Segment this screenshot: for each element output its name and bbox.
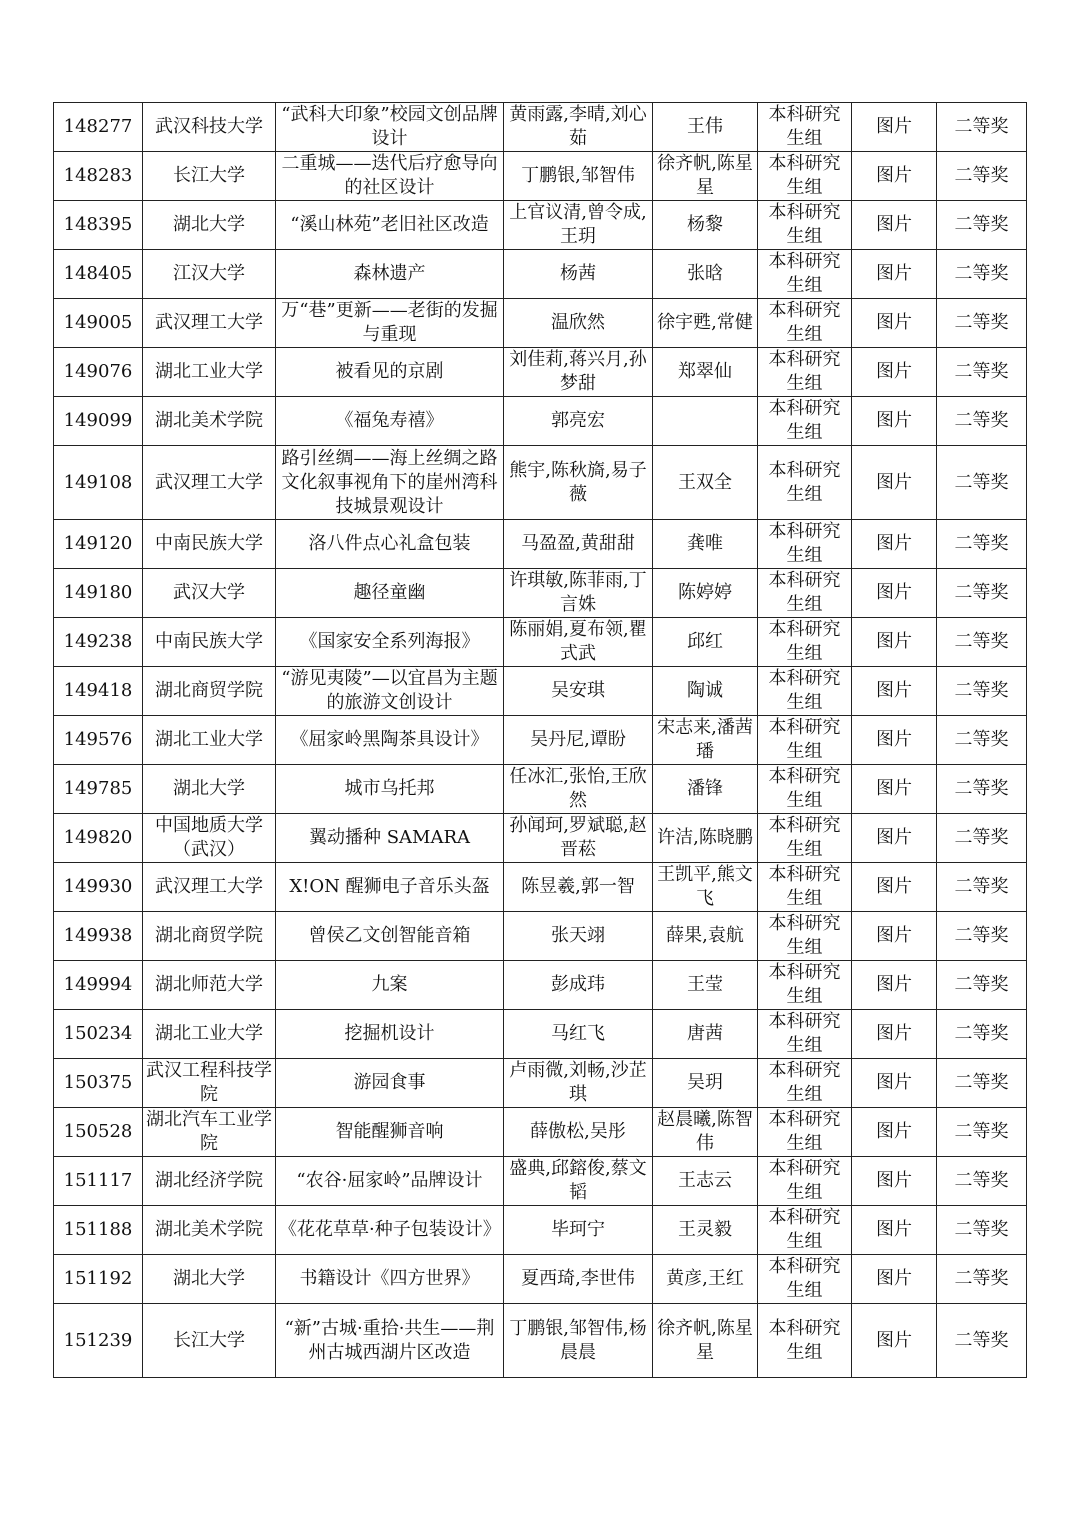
work-type-cell: 图片 (852, 446, 937, 520)
advisor-cell (653, 397, 758, 446)
work-type-cell: 图片 (852, 765, 937, 814)
work-title-cell: 森林遗产 (276, 250, 504, 299)
school-cell: 长江大学 (143, 1304, 276, 1378)
table-row (54, 912, 1027, 961)
authors-cell: 孙闻珂,罗斌聪,赵晋菘 (504, 814, 653, 863)
school-cell: 湖北商贸学院 (143, 912, 276, 961)
school-cell: 武汉理工大学 (143, 863, 276, 912)
school-cell: 湖北大学 (143, 201, 276, 250)
school-cell: 湖北工业大学 (143, 348, 276, 397)
award-cell: 二等奖 (937, 1304, 1027, 1378)
work-title-cell: 《国家安全系列海报》 (276, 618, 504, 667)
school-cell: 湖北经济学院 (143, 1157, 276, 1206)
table-row (54, 569, 1027, 618)
group-cell: 本科研究生组 (758, 1059, 852, 1108)
work-title-cell: “新”古城·重拾·共生——荆州古城西湖片区改造 (276, 1304, 504, 1378)
authors-cell: 毕珂宁 (504, 1206, 653, 1255)
work-title-cell: 二重城——迭代后疗愈导向的社区设计 (276, 152, 504, 201)
table-row (54, 520, 1027, 569)
authors-cell: 夏西琦,李世伟 (504, 1255, 653, 1304)
work-type-cell: 图片 (852, 1157, 937, 1206)
award-cell: 二等奖 (937, 520, 1027, 569)
table-row (54, 1206, 1027, 1255)
work-title-cell: 挖掘机设计 (276, 1010, 504, 1059)
advisor-cell: 徐宇甦,常健 (653, 299, 758, 348)
work-type-cell: 图片 (852, 520, 937, 569)
school-cell: 中南民族大学 (143, 618, 276, 667)
entry-id-cell: 150375 (54, 1059, 143, 1108)
group-cell: 本科研究生组 (758, 250, 852, 299)
entry-id-cell: 151117 (54, 1157, 143, 1206)
award-cell: 二等奖 (937, 348, 1027, 397)
award-cell: 二等奖 (937, 103, 1027, 152)
work-title-cell: 《屈家岭黑陶茶具设计》 (276, 716, 504, 765)
advisor-cell: 潘锋 (653, 765, 758, 814)
group-cell: 本科研究生组 (758, 667, 852, 716)
school-cell: 湖北汽车工业学院 (143, 1108, 276, 1157)
table-row (54, 1304, 1027, 1378)
award-cell: 二等奖 (937, 250, 1027, 299)
award-cell: 二等奖 (937, 1157, 1027, 1206)
authors-cell: 丁鹏银,邹智伟 (504, 152, 653, 201)
work-type-cell: 图片 (852, 250, 937, 299)
authors-cell: 许琪敏,陈菲雨,丁言姝 (504, 569, 653, 618)
work-title-cell: 《花花草草·种子包装设计》 (276, 1206, 504, 1255)
entry-id-cell: 148405 (54, 250, 143, 299)
work-type-cell: 图片 (852, 863, 937, 912)
award-cell: 二等奖 (937, 814, 1027, 863)
award-cell: 二等奖 (937, 1059, 1027, 1108)
advisor-cell: 邱红 (653, 618, 758, 667)
table-row (54, 716, 1027, 765)
table-row (54, 201, 1027, 250)
award-cell: 二等奖 (937, 1108, 1027, 1157)
table-row (54, 1108, 1027, 1157)
award-cell: 二等奖 (937, 1010, 1027, 1059)
entry-id-cell: 149576 (54, 716, 143, 765)
work-title-cell: 《福兔寿禧》 (276, 397, 504, 446)
work-type-cell: 图片 (852, 1206, 937, 1255)
advisor-cell: 王双全 (653, 446, 758, 520)
group-cell: 本科研究生组 (758, 152, 852, 201)
award-cell: 二等奖 (937, 961, 1027, 1010)
authors-cell: 吴丹尼,谭盼 (504, 716, 653, 765)
advisor-cell: 徐齐帆,陈星星 (653, 1304, 758, 1378)
advisor-cell: 王灵毅 (653, 1206, 758, 1255)
award-cell: 二等奖 (937, 863, 1027, 912)
authors-cell: 郭亮宏 (504, 397, 653, 446)
award-cell: 二等奖 (937, 618, 1027, 667)
work-title-cell: 万“巷”更新——老街的发掘与重现 (276, 299, 504, 348)
work-type-cell: 图片 (852, 397, 937, 446)
work-title-cell: 九案 (276, 961, 504, 1010)
entry-id-cell: 149938 (54, 912, 143, 961)
work-title-cell: “农谷·屈家岭”品牌设计 (276, 1157, 504, 1206)
work-title-cell: X!ON 醒狮电子音乐头盔 (276, 863, 504, 912)
entry-id-cell: 151192 (54, 1255, 143, 1304)
school-cell: 湖北工业大学 (143, 1010, 276, 1059)
work-title-cell: 智能醒狮音响 (276, 1108, 504, 1157)
group-cell: 本科研究生组 (758, 1010, 852, 1059)
group-cell: 本科研究生组 (758, 863, 852, 912)
advisor-cell: 陶诚 (653, 667, 758, 716)
work-type-cell: 图片 (852, 814, 937, 863)
school-cell: 湖北商贸学院 (143, 667, 276, 716)
school-cell: 武汉工程科技学院 (143, 1059, 276, 1108)
authors-cell: 陈昱羲,郭一智 (504, 863, 653, 912)
work-type-cell: 图片 (852, 1108, 937, 1157)
school-cell: 湖北大学 (143, 765, 276, 814)
award-cell: 二等奖 (937, 912, 1027, 961)
award-cell: 二等奖 (937, 299, 1027, 348)
school-cell: 武汉大学 (143, 569, 276, 618)
entry-id-cell: 148283 (54, 152, 143, 201)
award-cell: 二等奖 (937, 765, 1027, 814)
advisor-cell: 宋志来,潘茜璠 (653, 716, 758, 765)
entry-id-cell: 149120 (54, 520, 143, 569)
entry-id-cell: 149005 (54, 299, 143, 348)
work-title-cell: 洛八件点心礼盒包装 (276, 520, 504, 569)
table-row (54, 397, 1027, 446)
work-type-cell: 图片 (852, 1304, 937, 1378)
authors-cell: 吴安琪 (504, 667, 653, 716)
group-cell: 本科研究生组 (758, 1206, 852, 1255)
authors-cell: 马盈盈,黄甜甜 (504, 520, 653, 569)
group-cell: 本科研究生组 (758, 765, 852, 814)
work-type-cell: 图片 (852, 1059, 937, 1108)
authors-cell: 卢雨微,刘畅,沙芷琪 (504, 1059, 653, 1108)
table-row (54, 103, 1027, 152)
work-type-cell: 图片 (852, 1010, 937, 1059)
work-title-cell: 书籍设计《四方世界》 (276, 1255, 504, 1304)
entry-id-cell: 149180 (54, 569, 143, 618)
table-row (54, 1059, 1027, 1108)
school-cell: 武汉理工大学 (143, 446, 276, 520)
advisor-cell: 王伟 (653, 103, 758, 152)
advisor-cell: 陈婷婷 (653, 569, 758, 618)
authors-cell: 彭成玮 (504, 961, 653, 1010)
work-title-cell: 游园食事 (276, 1059, 504, 1108)
work-type-cell: 图片 (852, 618, 937, 667)
table-row (54, 1010, 1027, 1059)
authors-cell: 丁鹏银,邹智伟,杨晨晨 (504, 1304, 653, 1378)
table-row (54, 348, 1027, 397)
advisor-cell: 唐茜 (653, 1010, 758, 1059)
advisor-cell: 吴玥 (653, 1059, 758, 1108)
entry-id-cell: 150234 (54, 1010, 143, 1059)
group-cell: 本科研究生组 (758, 618, 852, 667)
school-cell: 湖北美术学院 (143, 397, 276, 446)
work-title-cell: 曾侯乙文创智能音箱 (276, 912, 504, 961)
work-type-cell: 图片 (852, 569, 937, 618)
award-cell: 二等奖 (937, 569, 1027, 618)
advisor-cell: 王志云 (653, 1157, 758, 1206)
group-cell: 本科研究生组 (758, 716, 852, 765)
authors-cell: 陈丽娟,夏布领,瞿式武 (504, 618, 653, 667)
table-row (54, 250, 1027, 299)
award-cell: 二等奖 (937, 716, 1027, 765)
advisor-cell: 杨黎 (653, 201, 758, 250)
school-cell: 长江大学 (143, 152, 276, 201)
authors-cell: 任冰汇,张怡,王欣然 (504, 765, 653, 814)
table-row (54, 618, 1027, 667)
group-cell: 本科研究生组 (758, 397, 852, 446)
group-cell: 本科研究生组 (758, 1304, 852, 1378)
school-cell: 湖北师范大学 (143, 961, 276, 1010)
award-cell: 二等奖 (937, 1206, 1027, 1255)
award-list-table (53, 102, 1027, 1378)
work-type-cell: 图片 (852, 716, 937, 765)
group-cell: 本科研究生组 (758, 1255, 852, 1304)
authors-cell: 薛傲松,吴彤 (504, 1108, 653, 1157)
group-cell: 本科研究生组 (758, 814, 852, 863)
authors-cell: 温欣然 (504, 299, 653, 348)
authors-cell: 杨茜 (504, 250, 653, 299)
award-cell: 二等奖 (937, 446, 1027, 520)
award-cell: 二等奖 (937, 667, 1027, 716)
advisor-cell: 张晗 (653, 250, 758, 299)
table-row (54, 667, 1027, 716)
group-cell: 本科研究生组 (758, 299, 852, 348)
advisor-cell: 王莹 (653, 961, 758, 1010)
table-row (54, 1255, 1027, 1304)
entry-id-cell: 150528 (54, 1108, 143, 1157)
authors-cell: 上官议清,曾令成,王玥 (504, 201, 653, 250)
school-cell: 武汉科技大学 (143, 103, 276, 152)
table-row (54, 1157, 1027, 1206)
group-cell: 本科研究生组 (758, 103, 852, 152)
school-cell: 湖北大学 (143, 1255, 276, 1304)
group-cell: 本科研究生组 (758, 569, 852, 618)
entry-id-cell: 151188 (54, 1206, 143, 1255)
table-body (54, 103, 1027, 1378)
entry-id-cell: 149994 (54, 961, 143, 1010)
work-type-cell: 图片 (852, 201, 937, 250)
award-cell: 二等奖 (937, 1255, 1027, 1304)
work-title-cell: “武科大印象”校园文创品牌设计 (276, 103, 504, 152)
entry-id-cell: 149785 (54, 765, 143, 814)
entry-id-cell: 149930 (54, 863, 143, 912)
group-cell: 本科研究生组 (758, 1108, 852, 1157)
group-cell: 本科研究生组 (758, 912, 852, 961)
authors-cell: 熊宇,陈秋旖,易子薇 (504, 446, 653, 520)
award-cell: 二等奖 (937, 201, 1027, 250)
work-type-cell: 图片 (852, 961, 937, 1010)
group-cell: 本科研究生组 (758, 201, 852, 250)
school-cell: 湖北工业大学 (143, 716, 276, 765)
entry-id-cell: 149820 (54, 814, 143, 863)
work-title-cell: 趣径童幽 (276, 569, 504, 618)
entry-id-cell: 149099 (54, 397, 143, 446)
work-type-cell: 图片 (852, 667, 937, 716)
authors-cell: 张天翊 (504, 912, 653, 961)
table-row (54, 765, 1027, 814)
work-type-cell: 图片 (852, 348, 937, 397)
work-type-cell: 图片 (852, 912, 937, 961)
work-title-cell: 被看见的京剧 (276, 348, 504, 397)
entry-id-cell: 149418 (54, 667, 143, 716)
school-cell: 湖北美术学院 (143, 1206, 276, 1255)
advisor-cell: 黄彦,王红 (653, 1255, 758, 1304)
group-cell: 本科研究生组 (758, 1157, 852, 1206)
advisor-cell: 赵晨曦,陈智伟 (653, 1108, 758, 1157)
entry-id-cell: 149238 (54, 618, 143, 667)
work-title-cell: 翼动播种 SAMARA (276, 814, 504, 863)
award-cell: 二等奖 (937, 152, 1027, 201)
school-cell: 中国地质大学（武汉） (143, 814, 276, 863)
authors-cell: 马红飞 (504, 1010, 653, 1059)
work-title-cell: “游见夷陵”—以宜昌为主题的旅游文创设计 (276, 667, 504, 716)
work-type-cell: 图片 (852, 1255, 937, 1304)
entry-id-cell: 148395 (54, 201, 143, 250)
school-cell: 中南民族大学 (143, 520, 276, 569)
work-title-cell: 路引丝绸——海上丝绸之路文化叙事视角下的崖州湾科技城景观设计 (276, 446, 504, 520)
work-type-cell: 图片 (852, 152, 937, 201)
table-row (54, 961, 1027, 1010)
authors-cell: 盛典,邱鎔俊,蔡文韬 (504, 1157, 653, 1206)
advisor-cell: 郑翠仙 (653, 348, 758, 397)
work-title-cell: “溪山林苑”老旧社区改造 (276, 201, 504, 250)
advisor-cell: 薛果,袁航 (653, 912, 758, 961)
advisor-cell: 王凯平,熊文飞 (653, 863, 758, 912)
entry-id-cell: 148277 (54, 103, 143, 152)
work-type-cell: 图片 (852, 103, 937, 152)
table-row (54, 814, 1027, 863)
work-title-cell: 城市乌托邦 (276, 765, 504, 814)
table-row (54, 299, 1027, 348)
group-cell: 本科研究生组 (758, 348, 852, 397)
school-cell: 江汉大学 (143, 250, 276, 299)
table-row (54, 446, 1027, 520)
table-row (54, 863, 1027, 912)
authors-cell: 刘佳莉,蒋兴月,孙梦甜 (504, 348, 653, 397)
group-cell: 本科研究生组 (758, 446, 852, 520)
entry-id-cell: 149108 (54, 446, 143, 520)
advisor-cell: 许洁,陈晓鹏 (653, 814, 758, 863)
school-cell: 武汉理工大学 (143, 299, 276, 348)
authors-cell: 黄雨露,李晴,刘心茹 (504, 103, 653, 152)
entry-id-cell: 151239 (54, 1304, 143, 1378)
entry-id-cell: 149076 (54, 348, 143, 397)
group-cell: 本科研究生组 (758, 520, 852, 569)
group-cell: 本科研究生组 (758, 961, 852, 1010)
advisor-cell: 徐齐帆,陈星星 (653, 152, 758, 201)
advisor-cell: 龚唯 (653, 520, 758, 569)
award-cell: 二等奖 (937, 397, 1027, 446)
table-row (54, 152, 1027, 201)
work-type-cell: 图片 (852, 299, 937, 348)
